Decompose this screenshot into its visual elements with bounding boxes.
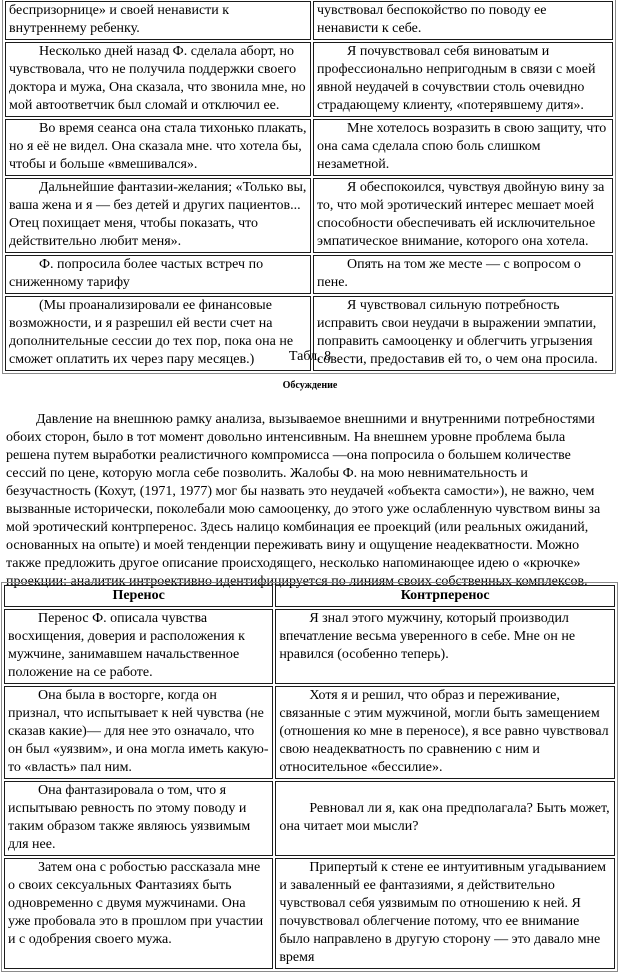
session-table-top xyxy=(2,0,616,374)
table-header-row xyxy=(4,585,615,607)
table-row xyxy=(4,781,615,856)
table-cell-left xyxy=(5,178,311,253)
table-cell-left xyxy=(4,686,273,779)
cell-text: Несколько дней назад Ф. сделала аборт, но чувствовала, что не получила поддержки своего доктора и мужа, Она сказала, что звонила мне, но мой автоответчик был сломай и отключил ее. xyxy=(9,44,306,113)
cell-text: Я чувствовал сильную потребность исправить свои неудачи в выражении эмпатии, поправить самооценку и облегчить угрызения совести, предоставив ей то, о чем она просила. xyxy=(317,298,598,367)
transference-table xyxy=(1,582,618,972)
cell-text: Хотя я и решил, что образ и переживание, связанные с этим мужчиной, могли быть замещением (отношения ко мне в переносе), я все равно чувствовал свою неадекватность по сравнению с ним и относительное «бессилие». xyxy=(279,688,609,775)
cell-text: Я знал этого мужчину, который производил впечатление весьма уверенного в себе. Мне он не нравился (особенно теперь). xyxy=(279,611,576,662)
cell-text: Припертый к стене ее интуитивным угадыванием и заваленный ее фантазиями, я действительно чувствовал себя уязвимым по отношению к ней. Я почувствовал облегчение потому, что ее внимание было направлено в другую сторону — это давало мне время xyxy=(279,860,607,965)
cell-text: Я обеспокоился, чувствуя двойную вину за то, что мой эротический интерес мешает моей способности обеспечивать ей исключительное эмпатическое внимание, которого она хотела. xyxy=(317,180,605,249)
table-cell-left xyxy=(5,42,311,117)
table-cell-right xyxy=(313,119,613,176)
table-cell-right xyxy=(313,42,613,117)
table-row xyxy=(4,609,615,684)
table-cell-left xyxy=(5,119,311,176)
table-cell-right xyxy=(313,255,613,294)
table-row xyxy=(5,42,613,117)
cell-text: Я почувствовал себя виноватым и профессионально непригодным в связи с моей явной неудачей в сочувствии столь очевидно страдающему клиенту, «потерявшему дитя». xyxy=(317,44,596,113)
column-header-countertransference: Контрперенос xyxy=(275,585,615,607)
cell-text: Перенос Ф. описала чувства восхищения, доверия и расположения к мужчине, занимавшем начальственное положение на се работе. xyxy=(8,611,245,680)
cell-text: (Мы проанализировали ее финансовые возможности, и я разрешил ей вести счет на дополнительные сессии до тех пор, пока она не сможет оплатить их через пару месяцев.) xyxy=(9,298,294,367)
cell-text: Мне хотелось возразить в свою защиту, что она сама сделала спою боль слишком незаметной. xyxy=(317,121,607,172)
table-cell-left: беспризорнице» и своей ненависти к внутреннему ребенку. xyxy=(5,1,311,40)
table-cell-right xyxy=(275,609,615,684)
table-cell-right xyxy=(275,858,615,969)
table-cell-left xyxy=(5,255,311,294)
table-cell-left xyxy=(4,609,273,684)
table-row xyxy=(4,686,615,779)
cell-text: Затем она с робостью рассказала мне о своих сексуальных Фантазиях быть одновременно с двумя мужчинами. Она уже пробовала это в прошлом при участии и с одобрения своего мужа. xyxy=(8,860,264,947)
cell-text: Ф. попросила более частых встреч по сниженному тарифу xyxy=(9,257,264,290)
paragraph-text: Давление на внешнюю рамку анализа, вызываемое внешними и внутренними потребностями обоих сторон, было в тот момент довольно интенсивным. На внешнем уровне проблема была решена путем выработки реалистичного компромисса —она попросила о большем количестве сессий по цене, которую могла себе позволить. Жалобы Ф. на мою невнимательность и безучастность (Кохут, (1971, 1977) мог бы назвать это неудачей «объекта самости»), не важно, чем вызванные исторически, поколебали мою самооценку, до этого уже ослабленную чувством вины за мой эротический контрперенос. Здесь налицо комбинация ее проекций (или реальных ожиданий, основанных на опыте) и моей тенденции переживать вину и ощущение неадекватности. Можно также предложить другое описание происходящего, несколько напоминающее идею о «крючке» проекции: аналитик интроективно идентифицируется по линиям своих собственных комплексов. xyxy=(6,412,601,589)
column-header-transference: Перенос xyxy=(4,585,273,607)
cell-text: Во время сеанса она стала тихонько плакать, но я её не видел. Она сказала мне. что хотела бы, чтобы и больше «вмешивался». xyxy=(9,121,307,172)
cell-text: Она фантазировала о том, что я испытываю ревность по этому поводу и таким образом также являюсь уязвимым для нее. xyxy=(8,783,251,852)
cell-text: Ревновал ли я, как она предполагала? Быть может, она читает мои мысли? xyxy=(279,801,610,834)
table-row xyxy=(5,178,613,253)
table-cell-left xyxy=(4,858,273,969)
cell-text: Дальнейшие фантазии-желания; «Только вы, ваша жена и я — без детей и других пациентов... Отец похищает меня, чтобы показать, что действительно любит меня». xyxy=(9,180,307,249)
table-cell-right: чувствовал беспокойство по поводу ее ненависти к себе. xyxy=(313,1,613,40)
table-row xyxy=(5,119,613,176)
table-row xyxy=(5,255,613,294)
table-cell-right xyxy=(275,781,615,856)
table-row xyxy=(4,858,615,969)
table-cell-left xyxy=(4,781,273,856)
table-cell-right xyxy=(313,178,613,253)
cell-text: Она была в восторге, когда он признал, что испытывает к ней чувства (не сказав какие)— для нее это означало, что он был «уязвим», и она могла иметь какую-то «власть» пал ним. xyxy=(8,688,269,775)
table-caption: Табл. 8 xyxy=(288,349,332,364)
discussion-paragraph xyxy=(6,411,612,591)
table-row xyxy=(5,1,613,40)
section-heading: Обсуждение xyxy=(282,380,338,391)
cell-text: Опять на том же месте — с вопросом о пене. xyxy=(317,257,581,290)
table-cell-right xyxy=(275,686,615,779)
